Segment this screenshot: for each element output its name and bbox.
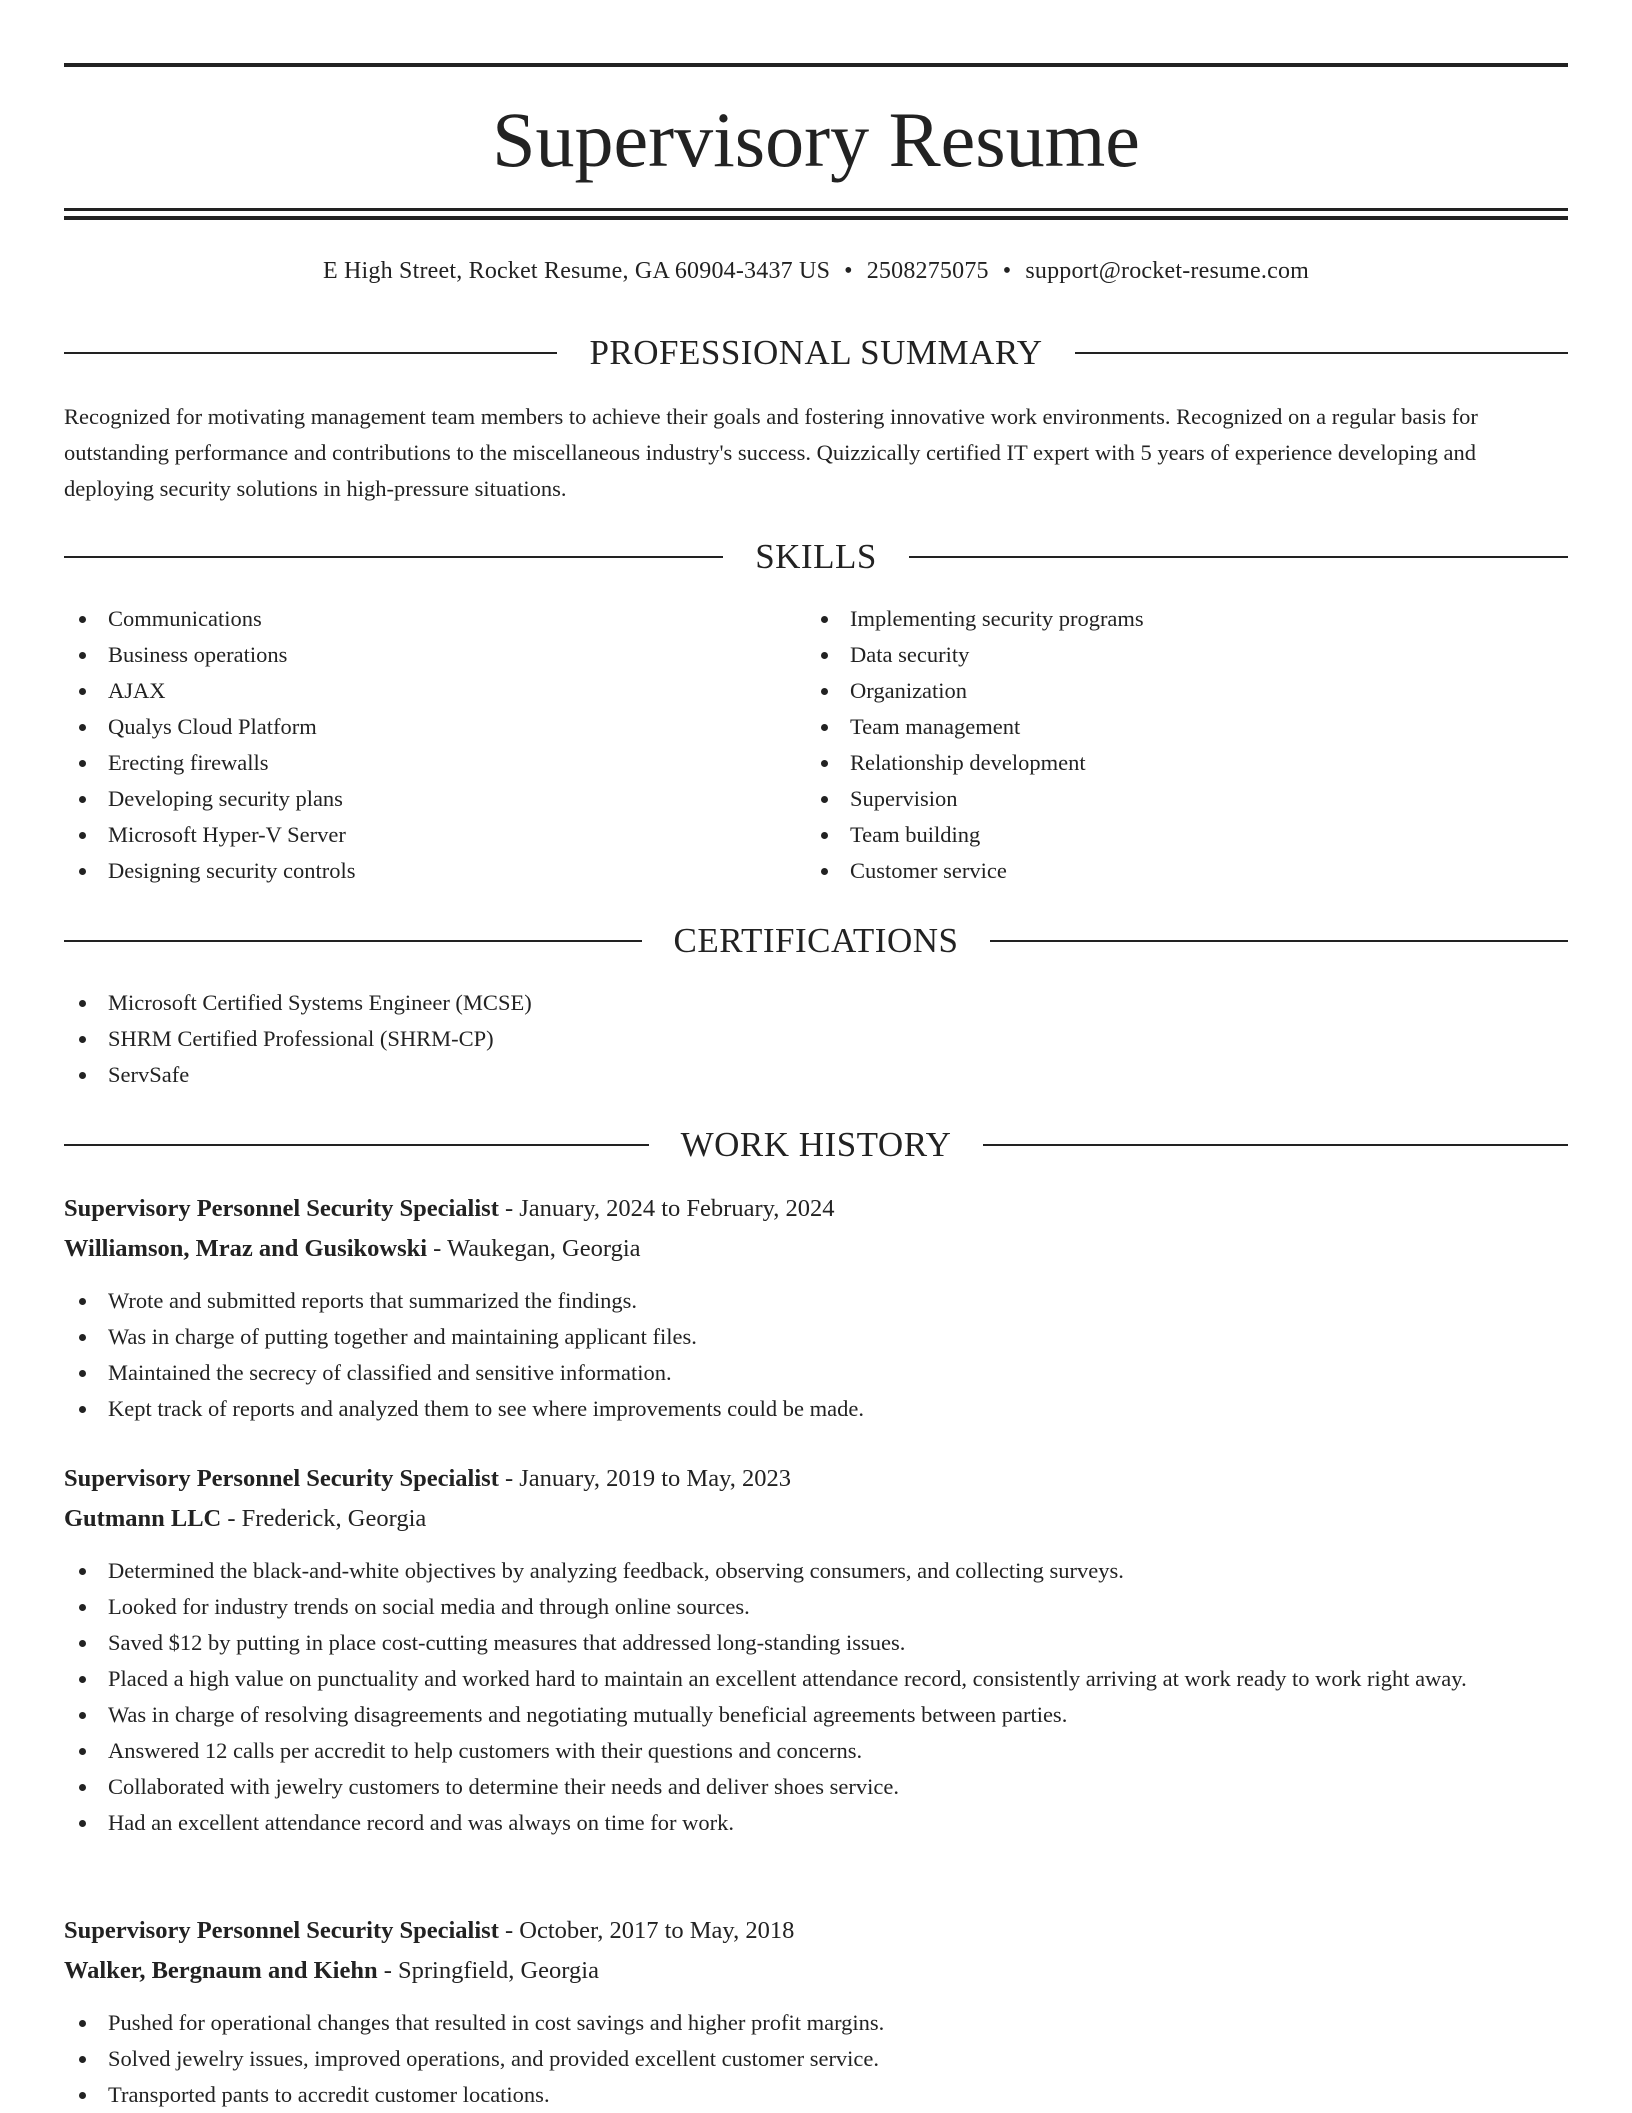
job-title: Supervisory Personnel Security Specialist (64, 1195, 499, 1222)
list-item: Erecting firewalls (64, 745, 804, 781)
summary-paragraph: Recognized for motivating management team members to achieve their goals and fostering innovative work environments. Recognized on a regular basis for outstanding performance and contributions to the miscellaneous industry's success. Quizzically certified IT expert with 5 years of experience developing and deploying security solutions in high-pressure situations. (64, 404, 1478, 501)
job-title-line (64, 1459, 1568, 1499)
list-item: Developing security plans (64, 781, 804, 817)
list-item: Maintained the secrecy of classified and sensitive information. (64, 1355, 1568, 1391)
section-title-skills: SKILLS (755, 537, 877, 576)
list-item: SHRM Certified Professional (SHRM-CP) (64, 1021, 1564, 1057)
job-dates: - October, 2017 to May, 2018 (498, 1917, 795, 1944)
contact-line (64, 256, 1568, 286)
list-item: Wrote and submitted reports that summarized the findings. (64, 1283, 1568, 1319)
list-item: Data security (806, 637, 1566, 673)
section-title-certifications: CERTIFICATIONS (673, 921, 959, 960)
list-item: Answered 12 calls per accredit to help customers with their questions and concerns. (64, 1733, 1568, 1769)
contact-phone: 2508275075 (866, 258, 989, 284)
list-item: Collaborated with jewelry customers to determine their needs and deliver shoes service. (64, 1769, 1568, 1805)
job-entry (64, 1911, 1568, 2113)
list-item: Communications (64, 601, 804, 637)
section-header-skills (64, 537, 1568, 577)
job-title: Supervisory Personnel Security Specialist (64, 1465, 499, 1492)
job-entry (64, 1459, 1568, 1841)
list-item: Team management (806, 709, 1566, 745)
contact-email: support@rocket-resume.com (1025, 258, 1310, 284)
contact-address: E High Street, Rocket Resume, GA 60904-3437 US (322, 258, 831, 284)
job-location: - Frederick, Georgia (221, 1505, 427, 1532)
list-item: Customer service (806, 853, 1566, 889)
list-item: Solved jewelry issues, improved operations, and provided excellent customer service. (64, 2041, 1568, 2077)
job-entry (64, 1189, 1568, 1427)
list-item: Looked for industry trends on social media and through online sources. (64, 1589, 1568, 1625)
job-location: - Springfield, Georgia (377, 1957, 599, 1984)
top-rule (64, 63, 1568, 67)
job-location: - Waukegan, Georgia (427, 1235, 641, 1262)
job-bullets (64, 1283, 1568, 1427)
divider-line (990, 940, 1568, 942)
list-item: Qualys Cloud Platform (64, 709, 804, 745)
job-company-line (64, 1229, 1568, 1269)
job-company: Walker, Bergnaum and Kiehn (64, 1957, 378, 1984)
divider-line (983, 1144, 1568, 1146)
section-header-certifications (64, 921, 1568, 961)
list-item: Supervision (806, 781, 1566, 817)
list-item: Microsoft Hyper-V Server (64, 817, 804, 853)
list-item: AJAX (64, 673, 804, 709)
job-bullets (64, 1553, 1568, 1841)
list-item: Kept track of reports and analyzed them to see where improvements could be made. (64, 1391, 1568, 1427)
title-rule-lower (64, 216, 1568, 220)
title-rule-upper (64, 208, 1568, 211)
section-title-work-history: WORK HISTORY (680, 1125, 952, 1164)
section-title-summary: PROFESSIONAL SUMMARY (589, 333, 1043, 372)
skills-list-left (64, 601, 804, 889)
job-company: Williamson, Mraz and Gusikowski (64, 1235, 428, 1262)
list-item: Business operations (64, 637, 804, 673)
list-item: Saved $12 by putting in place cost-cutting measures that addressed long-standing issues. (64, 1625, 1568, 1661)
skills-list-right (806, 601, 1566, 889)
job-dates: - January, 2024 to February, 2024 (498, 1195, 835, 1222)
job-company: Gutmann LLC (64, 1505, 222, 1532)
divider-line (64, 940, 642, 942)
section-header-work-history (64, 1125, 1568, 1165)
page-title: Supervisory Resume (492, 96, 1140, 183)
list-item: Team building (806, 817, 1566, 853)
list-item: Microsoft Certified Systems Engineer (MCSE) (64, 985, 1564, 1021)
contact-separator: • (844, 258, 853, 284)
job-title: Supervisory Personnel Security Specialist (64, 1917, 499, 1944)
list-item: Determined the black-and-white objectives by analyzing feedback, observing consumers, and collecting surveys. (64, 1553, 1568, 1589)
list-item: Pushed for operational changes that resulted in cost savings and higher profit margins. (64, 2005, 1568, 2041)
job-company-line (64, 1951, 1568, 1991)
list-item: Had an excellent attendance record and was always on time for work. (64, 1805, 1568, 1841)
list-item: Was in charge of resolving disagreements and negotiating mutually beneficial agreements between parties. (64, 1697, 1568, 1733)
divider-line (64, 1144, 649, 1146)
divider-line (64, 352, 557, 354)
list-item: Implementing security programs (806, 601, 1566, 637)
divider-line (1075, 352, 1568, 354)
list-item: Designing security controls (64, 853, 804, 889)
job-company-line (64, 1499, 1568, 1539)
list-item: Was in charge of putting together and maintaining applicant files. (64, 1319, 1568, 1355)
list-item: Placed a high value on punctuality and worked hard to maintain an excellent attendance record, consistently arriving at work ready to work right away. (64, 1661, 1568, 1697)
list-item: Organization (806, 673, 1566, 709)
divider-line (64, 556, 723, 558)
list-item: Transported pants to accredit customer locations. (64, 2077, 1568, 2113)
divider-line (909, 556, 1568, 558)
job-bullets (64, 2005, 1568, 2113)
contact-separator: • (1002, 258, 1012, 284)
job-title-line (64, 1189, 1568, 1229)
job-title-line (64, 1911, 1568, 1951)
list-item: ServSafe (64, 1057, 1564, 1093)
job-dates: - January, 2019 to May, 2023 (498, 1465, 791, 1492)
section-header-summary (64, 333, 1568, 373)
list-item: Relationship development (806, 745, 1566, 781)
certifications-list (64, 985, 1564, 1093)
